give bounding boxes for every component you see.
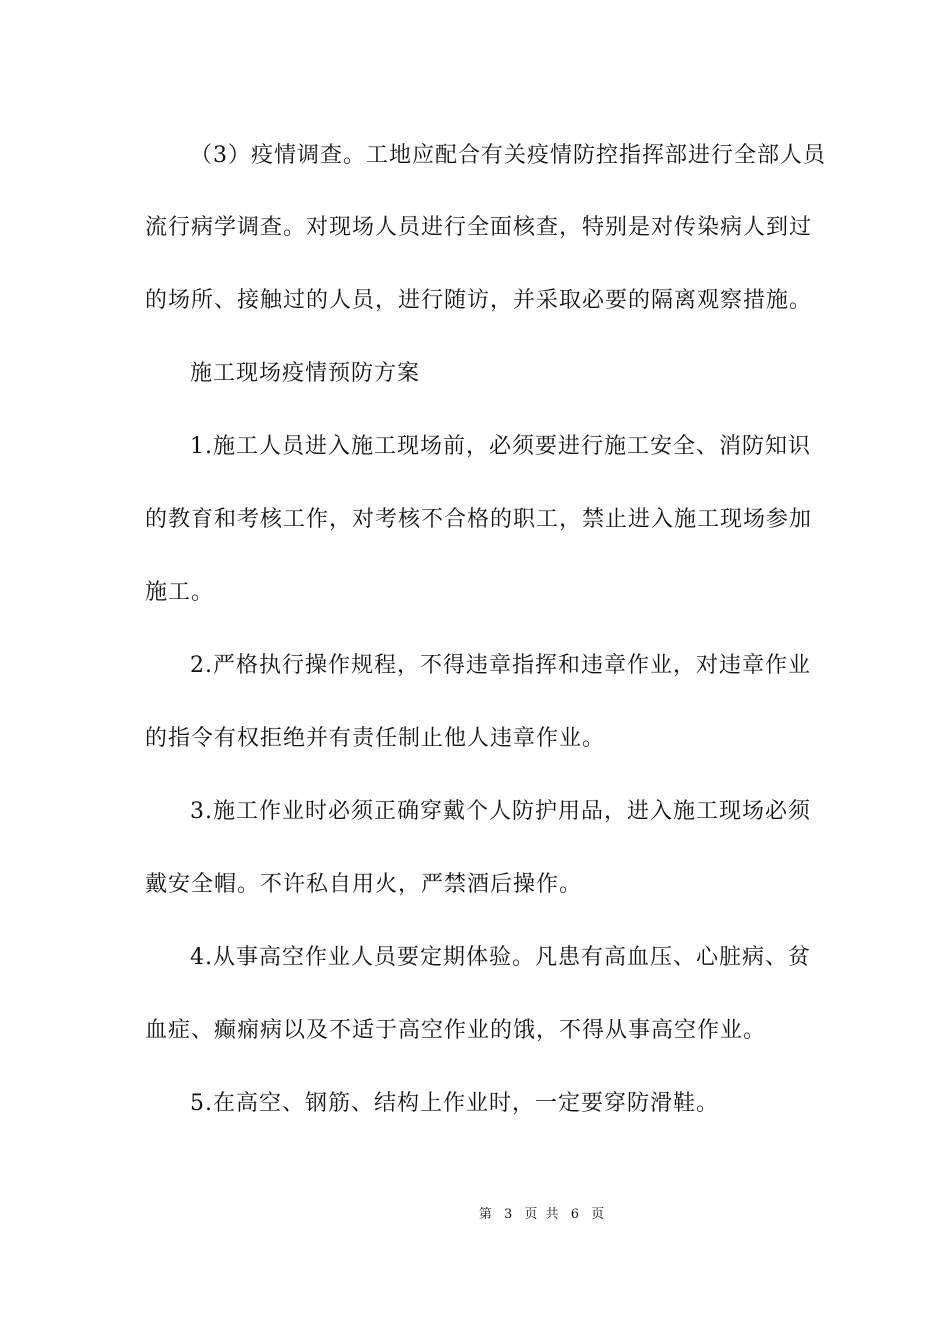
paragraph-line: 血症、癫痫病以及不适于高空作业的饿，不得从事高空作业。 bbox=[145, 1018, 767, 1043]
paragraph-line: 的教育和考核工作，对考核不合格的职工，禁止进入施工现场参加 bbox=[145, 507, 813, 532]
page-footer bbox=[0, 1206, 950, 1224]
current-page-number: 3 bbox=[504, 1207, 515, 1222]
page-label-middle: 页 共 bbox=[524, 1207, 561, 1222]
paragraph-line: 的场所、接触过的人员，进行随访，并采取必要的隔离观察措施。 bbox=[145, 288, 813, 313]
paragraph-line: 3.施工作业时必须正确穿戴个人防护用品，进入施工现场必须 bbox=[190, 799, 811, 824]
paragraph-line: 的指令有权拒绝并有责任制止他人违章作业。 bbox=[145, 726, 606, 751]
paragraph-line: 5.在高空、钢筋、结构上作业时，一定要穿防滑鞋。 bbox=[190, 1091, 719, 1116]
paragraph-line: 1.施工人员进入施工现场前，必须要进行施工安全、消防知识 bbox=[190, 434, 811, 459]
section-heading: 施工现场疫情预防方案 bbox=[190, 361, 421, 386]
page-label-suffix: 页 bbox=[591, 1207, 607, 1222]
page-label-prefix: 第 bbox=[478, 1207, 494, 1222]
paragraph-line: （3）疫情调查。工地应配合有关疫情防控指挥部进行全部人员 bbox=[190, 143, 826, 168]
paragraph-line: 2.严格执行操作规程，不得违章指挥和违章作业，对违章作业 bbox=[190, 653, 811, 678]
paragraph-line: 流行病学调查。对现场人员进行全面核查，特别是对传染病人到过 bbox=[145, 215, 813, 240]
total-pages-number: 6 bbox=[570, 1207, 581, 1222]
paragraph-line: 施工。 bbox=[145, 580, 215, 605]
paragraph-line: 4.从事高空作业人员要定期体验。凡患有高血压、心脏病、贫 bbox=[190, 945, 811, 970]
paragraph-line: 戴安全帽。不许私自用火，严禁酒后操作。 bbox=[145, 872, 583, 897]
